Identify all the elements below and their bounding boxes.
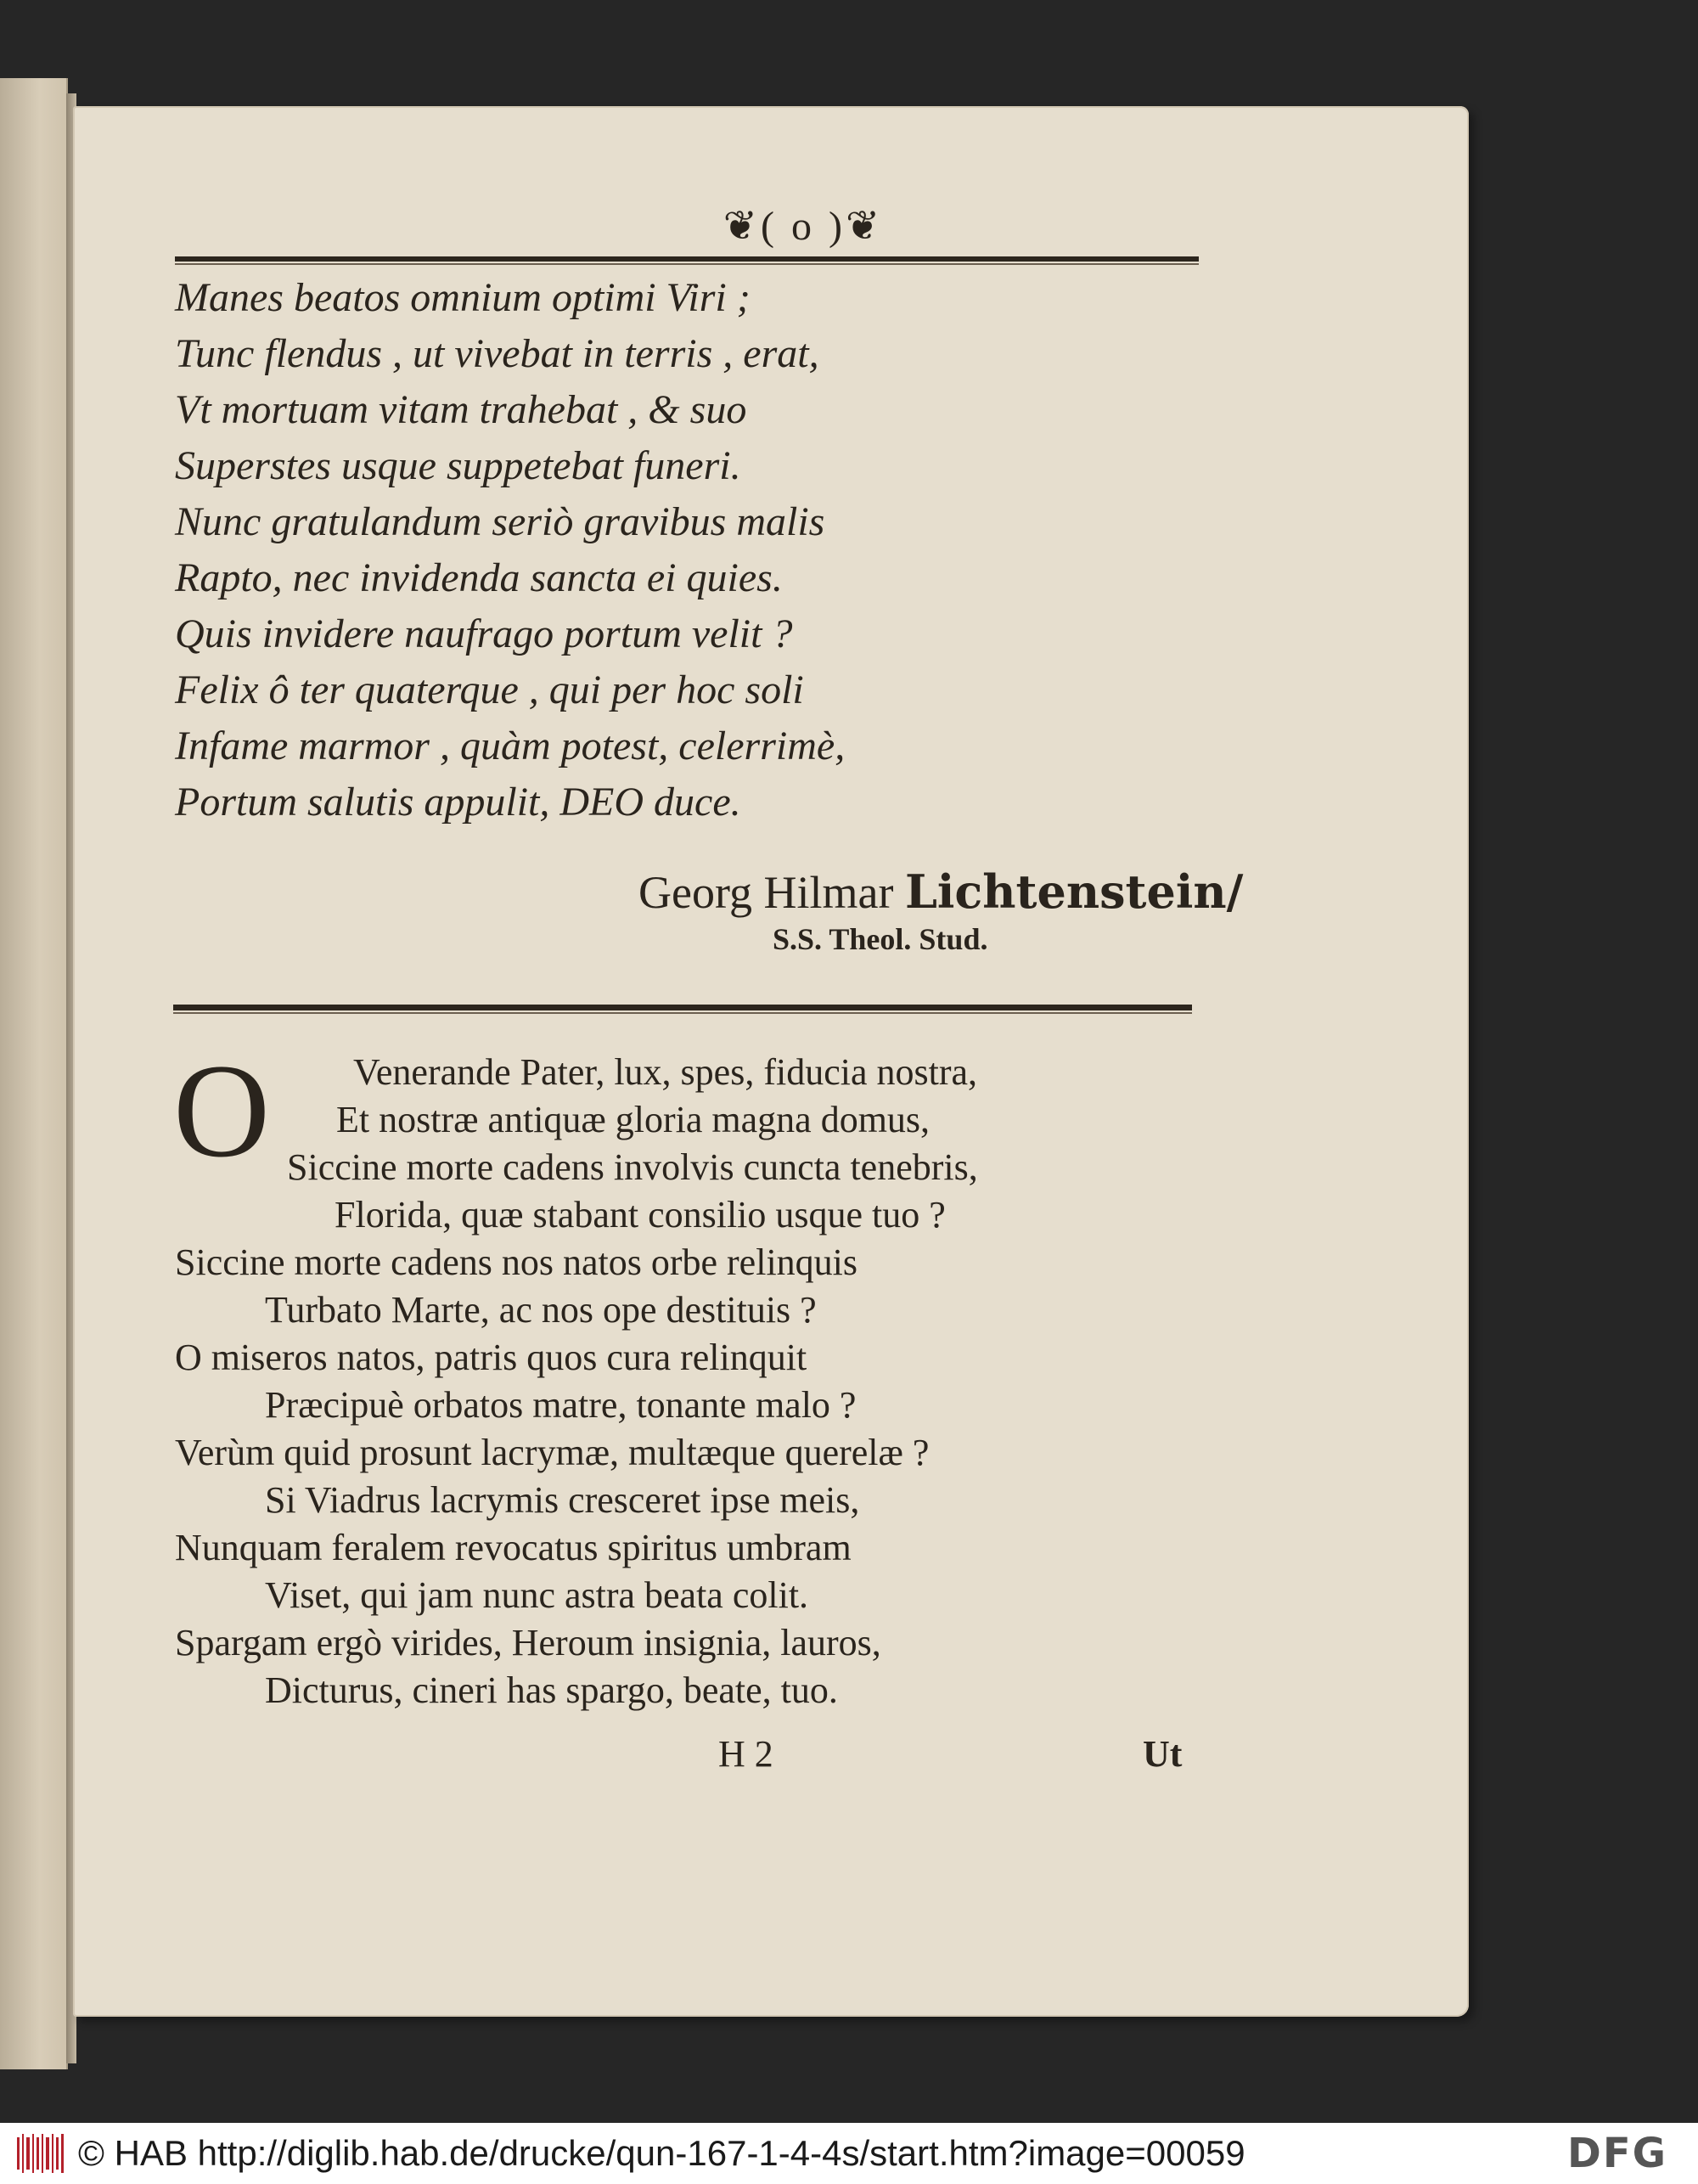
latin-poem-first xyxy=(175,270,1024,830)
author-surname: Lichtenstein/ xyxy=(904,864,1244,919)
poem-line: Præcipuè orbatos matre, tonante malo ? xyxy=(265,1384,857,1426)
barcode-icon xyxy=(15,2132,66,2175)
copyright-link[interactable]: © HAB http://diglib.hab.de/drucke/qun-167-1-4-4s/start.htm?image=00059 xyxy=(78,2133,1245,2173)
poem-line: Viset, qui jam nunc astra beata colit. xyxy=(265,1574,809,1616)
poem-line: Si Viadrus lacrymis cresceret ipse meis, xyxy=(265,1479,860,1521)
poem-line: Turbato Marte, ac nos ope destituis ? xyxy=(265,1289,817,1331)
poem-line: Verùm quid prosunt lacrymæ, multæque querelæ ? xyxy=(175,1432,930,1473)
poem-line: Vt mortuam vitam trahebat , & suo xyxy=(175,387,747,432)
poem-line: Et nostræ antiquæ gloria magna domus, xyxy=(336,1099,931,1140)
signature-mark: H 2 xyxy=(718,1733,773,1775)
latin-poem-second xyxy=(175,1049,1279,1714)
page-header-ornament: ❦( o )❦ xyxy=(722,204,884,249)
poem-line: Rapto, nec invidenda sancta ei quies. xyxy=(175,555,783,600)
viewer-footer xyxy=(0,2123,1698,2184)
poem-line: Nunquam feralem revocatus spiritus umbram xyxy=(175,1527,852,1568)
poem-line: Felix ô ter quaterque , qui per hoc soli xyxy=(175,667,804,712)
dfg-logo: DFG xyxy=(1567,2130,1668,2177)
poem-line: Quis invidere naufrago portum velit ? xyxy=(175,611,793,656)
facing-page-edge xyxy=(0,78,68,2069)
poem-line: Venerande Pater, lux, spes, fiducia nostra, xyxy=(353,1051,978,1093)
catchword: Ut xyxy=(1143,1733,1183,1775)
drop-cap-letter: O xyxy=(173,1037,271,1185)
poem-line: Florida, quæ stabant consilio usque tuo ? xyxy=(335,1194,946,1236)
poem-line: Siccine morte cadens involvis cuncta tenebris, xyxy=(287,1146,978,1188)
section-rule xyxy=(173,1005,1192,1010)
author-title: S.S. Theol. Stud. xyxy=(773,922,988,956)
poem-line: Manes beatos omnium optimi Viri ; xyxy=(175,275,751,320)
poem-line: Spargam ergò virides, Heroum insignia, lauros, xyxy=(175,1622,881,1663)
poem-line: Nunc gratulandum seriò gravibus malis xyxy=(175,499,825,544)
poem-line: Siccine morte cadens nos natos orbe relinquis xyxy=(175,1241,858,1283)
poem-line: Dicturus, cineri has spargo, beate, tuo. xyxy=(265,1669,838,1711)
poem-line: O miseros natos, patris quos cura relinquit xyxy=(175,1337,807,1378)
top-rule xyxy=(175,256,1199,262)
poem-line: Tunc flendus , ut vivebat in terris , erat, xyxy=(175,331,819,376)
author-name xyxy=(638,864,1243,919)
author-name-prefix: Georg Hilmar xyxy=(638,867,905,918)
scanned-page xyxy=(73,106,1469,2017)
poem-line: Superstes usque suppetebat funeri. xyxy=(175,443,741,488)
poem-line: Portum salutis appulit, DEO duce. xyxy=(175,780,741,825)
poem-line: Infame marmor , quàm potest, celerrimè, xyxy=(175,723,846,768)
